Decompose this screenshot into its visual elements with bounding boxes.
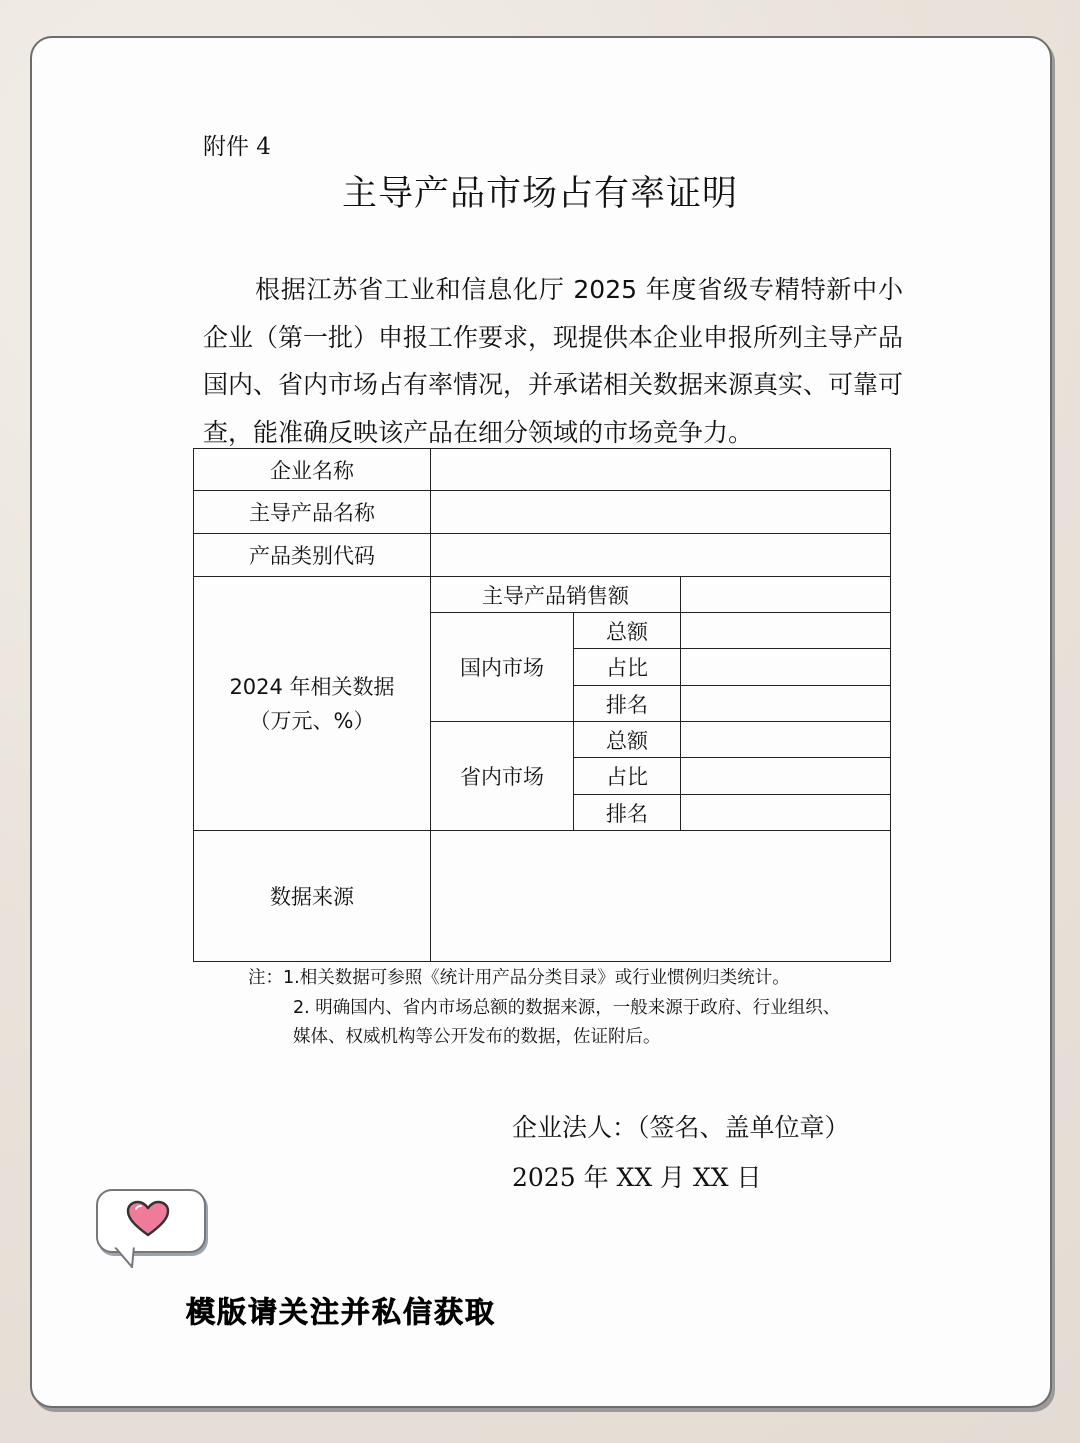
provincial-market-label: 省内市场	[431, 722, 574, 831]
domestic-market-label: 国内市场	[431, 613, 574, 722]
company-name-label: 企业名称	[194, 449, 431, 491]
provincial-share-field	[681, 758, 891, 795]
note-line-3: 媒体、权威机构等公开发布的数据，佐证附后。	[293, 1027, 661, 1047]
sales-label: 主导产品销售额	[431, 577, 681, 613]
product-category-code-field	[431, 534, 891, 577]
domestic-rank-label: 排名	[574, 686, 681, 722]
product-category-code-label: 产品类别代码	[194, 534, 431, 577]
note-line-1: 注：1.相关数据可参照《统计用产品分类目录》或行业惯例归类统计。	[248, 968, 790, 988]
provincial-rank-label: 排名	[574, 795, 681, 831]
company-name-field	[431, 449, 891, 491]
legal-person-signature: 企业法人：（签名、盖单位章）	[512, 1113, 850, 1142]
speech-bubble-tail	[112, 1246, 142, 1268]
provincial-total-field	[681, 722, 891, 758]
intro-paragraph: 根据江苏省工业和信息化厅 2025 年度省级专精特新中小企业（第一批）申报工作要求，现提供本企业申报所列主导产品国内、省内市场占有率情况，并承诺相关数据来源真实、可靠可查，能准确反映该产品在细分领域的市场竞争力。	[203, 275, 904, 447]
note-line-2: 2. 明确国内、省内市场总额的数据来源，一般来源于政府、行业组织、	[293, 997, 841, 1018]
attachment-label: 附件 4	[203, 134, 271, 160]
data-source-label: 数据来源	[194, 831, 431, 962]
data-section-label-line1: 2024 年相关数据	[229, 674, 395, 699]
signature-date: 2025 年 XX 月 XX 日	[512, 1163, 762, 1192]
provincial-rank-field	[681, 795, 891, 831]
data-source-field	[431, 831, 891, 962]
data-section-label	[194, 577, 431, 831]
provincial-total-label: 总额	[574, 722, 681, 758]
promo-cta: 模版请关注并私信获取	[186, 1295, 497, 1329]
sales-field	[681, 577, 891, 613]
domestic-total-label: 总额	[574, 613, 681, 649]
data-section-label-line2: （万元、%）	[249, 708, 375, 733]
main-product-name-label: 主导产品名称	[194, 491, 431, 534]
domestic-total-field	[681, 613, 891, 649]
domestic-share-field	[681, 649, 891, 686]
heart-icon	[126, 1200, 170, 1238]
market-share-form	[193, 448, 891, 962]
notes	[248, 964, 908, 1053]
page-title: 主导产品市场占有率证明	[341, 174, 738, 214]
domestic-share-label: 占比	[574, 649, 681, 686]
domestic-rank-field	[681, 686, 891, 722]
provincial-share-label: 占比	[574, 758, 681, 795]
main-product-name-field	[431, 491, 891, 534]
